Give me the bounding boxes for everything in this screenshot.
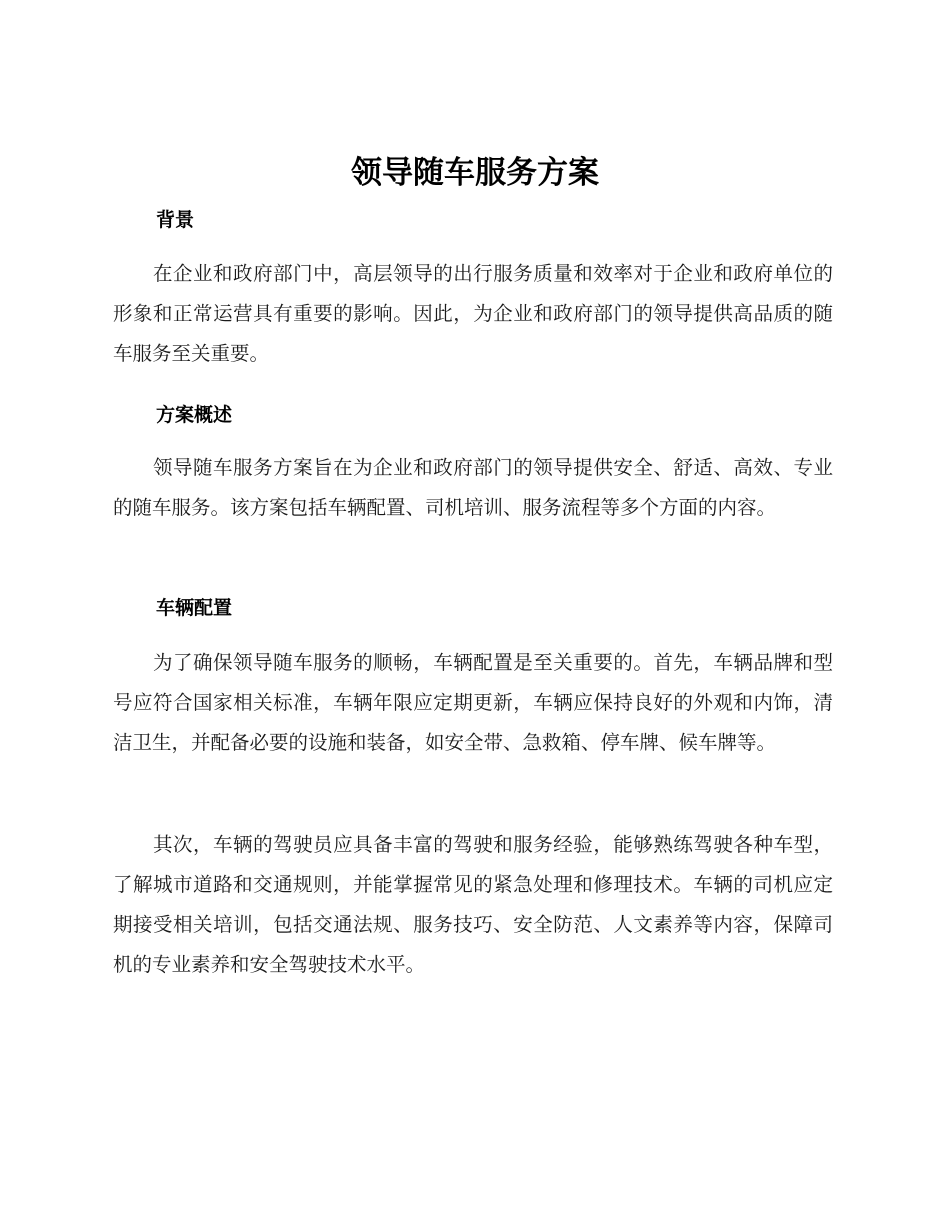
section-heading-overview: 方案概述 (156, 404, 233, 426)
paragraph-vehicle-config-1: 为了确保领导随车服务的顺畅，车辆配置是至关重要的。首先，车辆品牌和型号应符合国家相关标准，车辆年限应定期更新，车辆应保持良好的外观和内饰，清洁卫生，并配备必要的设施和装备，如安全带、急救箱、停车牌、候车牌等。 (113, 651, 833, 754)
document-title: 领导随车服务方案 (351, 155, 599, 191)
section-heading-background: 背景 (156, 209, 195, 231)
paragraph-vehicle-config-2: 其次，车辆的驾驶员应具备丰富的驾驶和服务经验，能够熟练驾驶各种车型，了解城市道路和交通规则，并能掌握常见的紧急处理和修理技术。车辆的司机应定期接受相关培训，包括交通法规、服务技巧、安全防范、人文素养等内容，保障司机的专业素养和安全驾驶技术水平。 (113, 833, 833, 976)
paragraph-background: 在企业和政府部门中，高层领导的出行服务质量和效率对于企业和政府单位的形象和正常运营具有重要的影响。因此，为企业和政府部门的领导提供高品质的随车服务至关重要。 (113, 262, 833, 365)
section-heading-vehicle-config: 车辆配置 (156, 597, 233, 619)
paragraph-overview: 领导随车服务方案旨在为企业和政府部门的领导提供安全、舒适、高效、专业的随车服务。该方案包括车辆配置、司机培训、服务流程等多个方面的内容。 (113, 456, 833, 519)
